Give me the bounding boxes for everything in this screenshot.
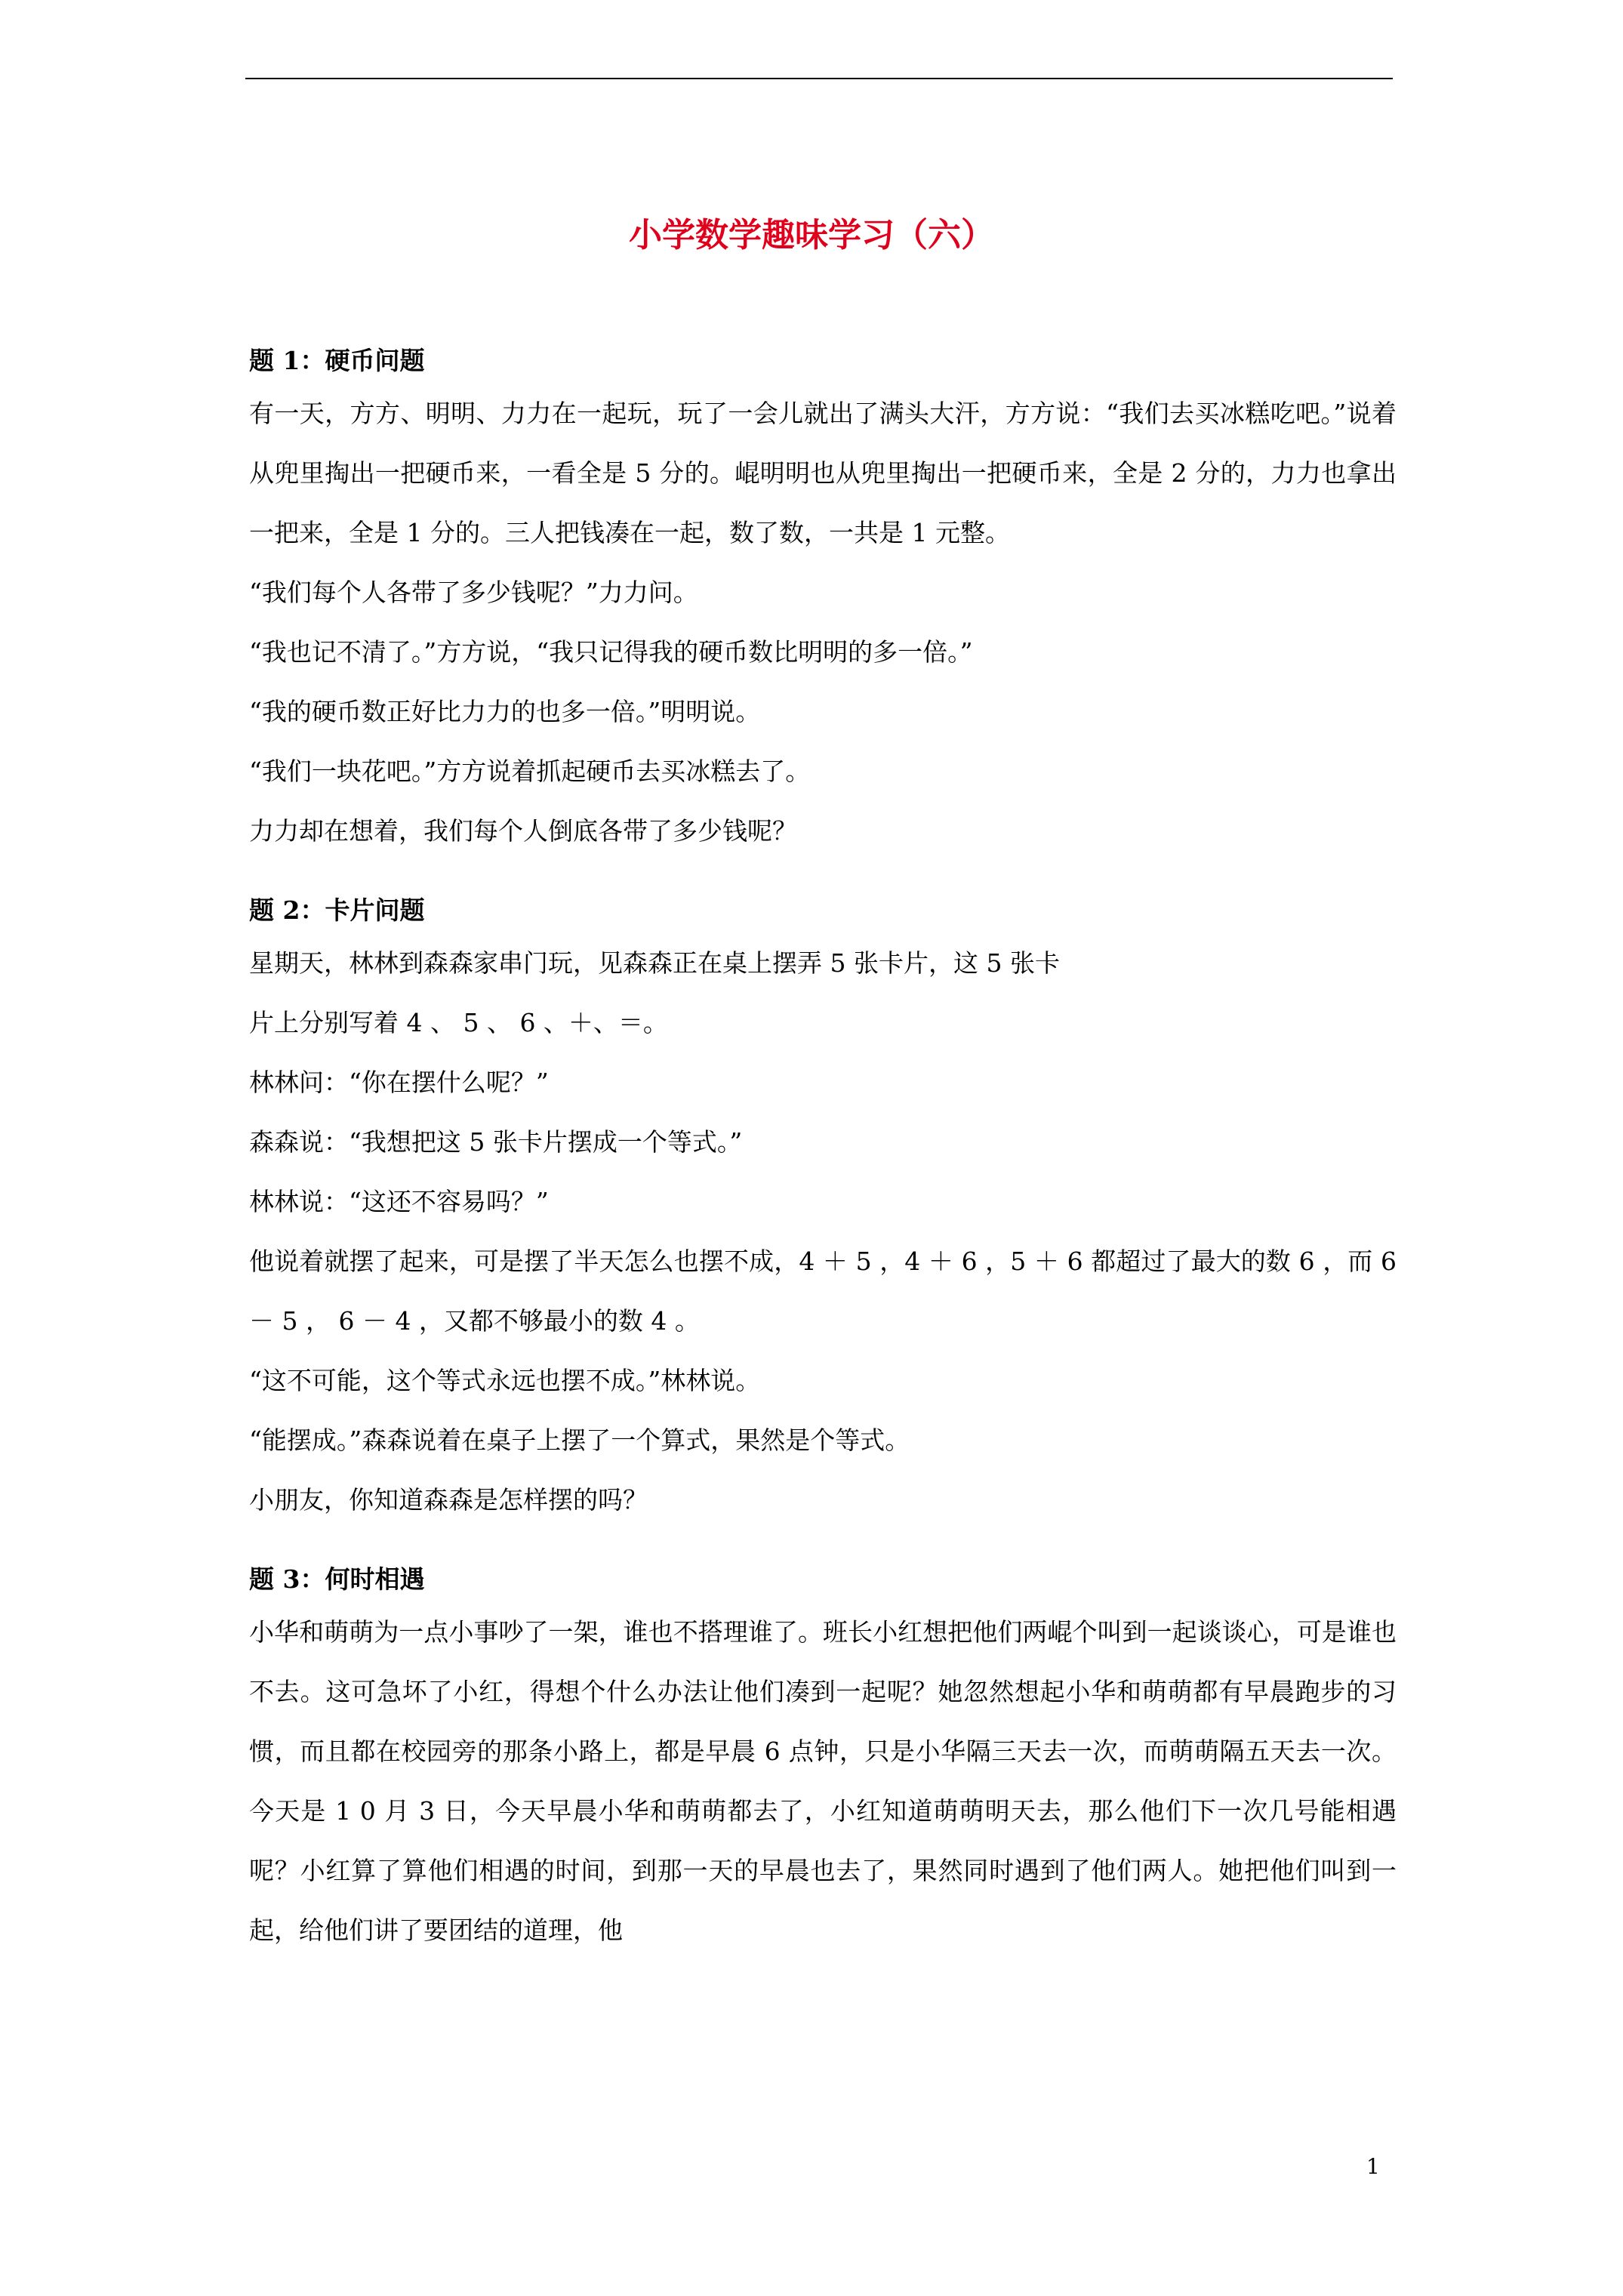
document-body xyxy=(249,338,1397,1987)
paragraph: 林林说：“这还不容易吗？” xyxy=(249,1187,549,1216)
paragraph: 他说着就摆了起来，可是摆了半天怎么也摆不成，4 ＋ 5 ，4 ＋ 6 ，5 ＋ 6 都超过了最大的数 6 ，而 6 － 5 ， 6 － 4 ，又都不够最小的数 4 。 xyxy=(249,1247,1397,1336)
paragraph: 小朋友，你知道森森是怎样摆的吗？ xyxy=(249,1485,648,1515)
section-heading: 题 3：何时相遇 xyxy=(249,1564,425,1594)
paragraph: 力力却在想着，我们每个人倒底各带了多少钱呢？ xyxy=(249,816,797,846)
section-heading: 题 1：硬币问题 xyxy=(249,346,425,375)
page-number: 1 xyxy=(1366,2154,1380,2179)
paragraph: 有一天，方方、明明、力力在一起玩，玩了一会儿就出了满头大汗，方方说：“我们去买冰糕吃吧。”说着从兜里掏出一把硬币来，一看全是 5 分的。崐明明也从兜里掏出一把硬币来，全是 2 分的，力力也拿出一把来，全是 1 分的。三人把钱凑在一起，数了数，一共是 1 元整。 xyxy=(249,399,1397,547)
page-title: 小学数学趣味学习（六） xyxy=(629,216,994,254)
paragraph: “能摆成。”森森说着在桌子上摆了一个算式，果然是个等式。 xyxy=(249,1425,910,1455)
header-rule xyxy=(245,78,1393,79)
paragraph: 小华和萌萌为一点小事吵了一架，谁也不搭理谁了。班长小红想把他们两崐个叫到一起谈谈心，可是谁也不去。这可急坏了小红，得想个什么办法让他们凑到一起呢？她忽然想起小华和萌萌都有早晨跑步的习惯，而且都在校园旁的那条小路上，都是早晨 6 点钟，只是小华隔三天去一次，而萌萌隔五天去一次。今天是 1 0 月 3 日，今天早晨小华和萌萌都去了，小红知道萌萌明天去，那么他们下一次几号能相遇呢？小红算了算他们相遇的时间，到那一天的早晨也去了，果然同时遇到了他们两人。她把他们叫到一起，给他们讲了要团结的道理，他 xyxy=(249,1617,1397,1945)
section-card-problem xyxy=(249,888,1397,1530)
paragraph: “这不可能，这个等式永远也摆不成。”林林说。 xyxy=(249,1366,761,1395)
section-coin-problem xyxy=(249,338,1397,861)
paragraph: 林林问：“你在摆什么呢？” xyxy=(249,1068,549,1097)
section-meeting-problem xyxy=(249,1557,1397,1960)
paragraph: 星期天，林林到森森家串门玩，见森森正在桌上摆弄 5 张卡片，这 5 张卡 xyxy=(249,948,1060,978)
paragraph: “我们每个人各带了多少钱呢？”力力问。 xyxy=(249,578,698,607)
paragraph: “我也记不清了。”方方说，“我只记得我的硬币数比明明的多一倍。” xyxy=(249,637,973,667)
section-heading: 题 2：卡片问题 xyxy=(249,895,425,925)
paragraph: “我们一块花吧。”方方说着抓起硬币去买冰糕去了。 xyxy=(249,757,811,786)
paragraph: 森森说：“我想把这 5 张卡片摆成一个等式。” xyxy=(249,1127,743,1157)
paragraph: “我的硬币数正好比力力的也多一倍。”明明说。 xyxy=(249,697,761,726)
paragraph: 片上分别写着 4 、 5 、 6 、＋、＝。 xyxy=(249,1008,668,1037)
